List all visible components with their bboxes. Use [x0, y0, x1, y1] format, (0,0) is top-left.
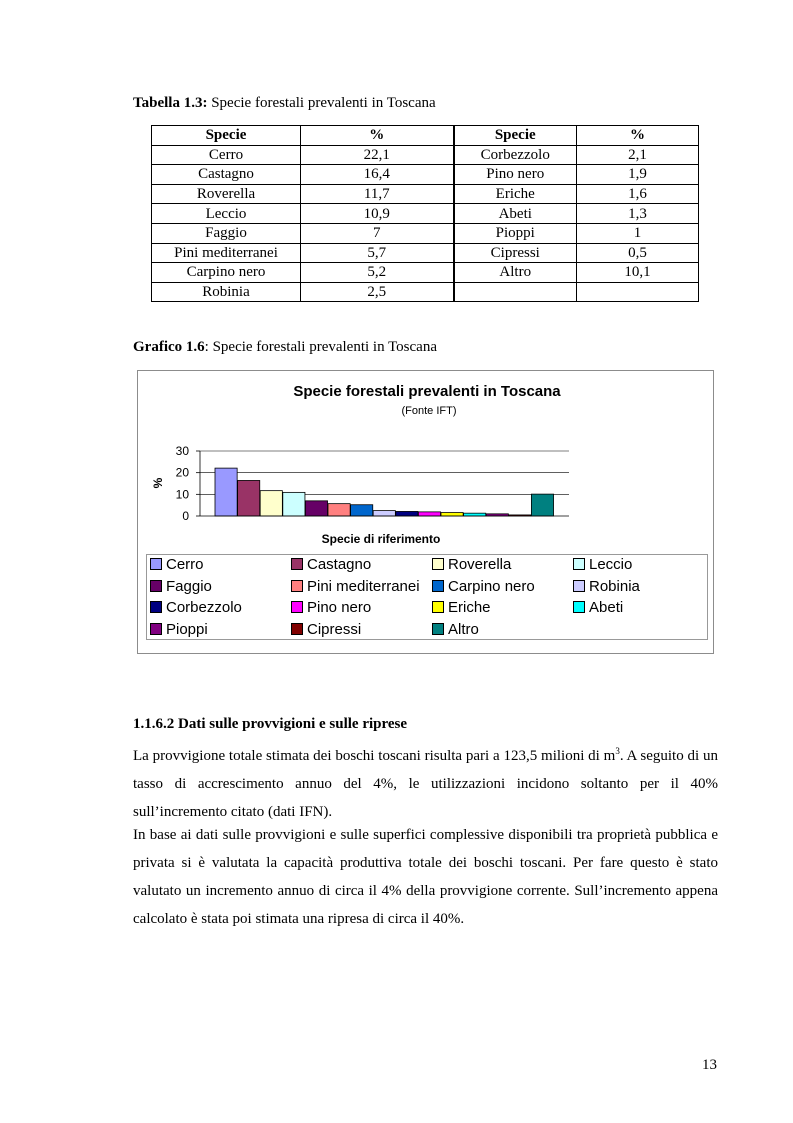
percent-cell: 10,9 [301, 204, 454, 224]
chart-subtitle: (Fonte IFT) [401, 405, 457, 417]
legend-item [150, 598, 242, 618]
percent-cell: 5,7 [301, 243, 454, 263]
percent-cell: 16,4 [301, 165, 454, 185]
chart-frame [137, 370, 714, 654]
legend-item [573, 577, 640, 597]
species-name-cell: Altro [454, 263, 577, 283]
percent-cell: 7 [301, 223, 454, 243]
paragraph-2: In base ai dati sulle provvigioni e sulle superfici complessive disponibili tra proprietà pubblica e privata si è valutata la capacità produttiva totale dei boschi toscani. Per fare questo è stato valutato un incremento annuo di circa il 4% della provvigione corrente. Sull’incremento appena calcolato è stata poi stimata una ripresa di circa il 40%. [133, 827, 718, 927]
species-name-cell: Cerro [152, 145, 301, 165]
legend-swatch [432, 601, 444, 613]
legend-label: Leccio [589, 556, 633, 573]
table-row [152, 282, 699, 302]
table-caption-label: Tabella 1.3: [133, 95, 208, 111]
legend-label: Corbezzolo [166, 599, 242, 616]
legend-swatch [573, 601, 585, 613]
superscript-3: 3 [615, 746, 620, 756]
bar-abeti [464, 513, 486, 516]
legend-swatch [291, 623, 303, 635]
bar-faggio [305, 501, 327, 516]
legend-swatch [291, 601, 303, 613]
percent-cell: 1,3 [577, 204, 699, 224]
species-name-cell: Cipressi [454, 243, 577, 263]
species-table [151, 125, 699, 302]
legend-item [150, 620, 208, 640]
legend-swatch [432, 558, 444, 570]
legend-item [291, 598, 371, 618]
percent-cell: 2,1 [577, 145, 699, 165]
bar-pino-nero [418, 512, 440, 516]
bar-altro [531, 494, 553, 516]
y-tick-label: 10 [175, 487, 189, 502]
table-row [152, 263, 699, 283]
table-row [152, 243, 699, 263]
legend-swatch [291, 580, 303, 592]
species-name-cell: Castagno [152, 165, 301, 185]
legend-swatch [150, 580, 162, 592]
legend-item [150, 577, 212, 597]
paragraph-1 [133, 737, 718, 826]
percent-cell: 1,9 [577, 165, 699, 185]
legend-label: Faggio [166, 577, 212, 595]
y-tick-label: 0 [182, 509, 189, 523]
legend-swatch [432, 623, 444, 635]
legend-swatch [150, 623, 162, 635]
species-name-cell: Corbezzolo [454, 145, 577, 165]
legend-item [291, 555, 371, 575]
species-name-cell: Robinia [152, 282, 301, 302]
bar-pini-mediterranei [328, 504, 350, 516]
legend-item [432, 577, 535, 597]
legend-item [573, 598, 623, 618]
legend-swatch [432, 580, 444, 592]
species-name-cell: Pini mediterranei [152, 243, 301, 263]
species-name-cell: Leccio [152, 204, 301, 224]
legend-swatch [150, 558, 162, 570]
table-row [152, 165, 699, 185]
legend-item [432, 620, 479, 640]
bar-robinia [373, 511, 395, 516]
legend-label: Roverella [448, 556, 512, 573]
table-header-cell: % [577, 126, 699, 146]
bar-corbezzolo [396, 511, 418, 516]
species-name-cell: Roverella [152, 184, 301, 204]
legend-swatch [573, 580, 585, 592]
y-tick-label: 20 [175, 465, 189, 480]
bar-castagno [238, 480, 260, 516]
legend-item [432, 598, 491, 618]
table-header-cell: Specie [152, 126, 301, 146]
legend-label: Robinia [589, 577, 640, 595]
legend-label: Pioppi [166, 620, 208, 638]
table-header-cell: % [301, 126, 454, 146]
legend-label: Pino nero [307, 599, 372, 616]
legend-item [291, 620, 361, 640]
paragraph-1-text-end: . A seguito di un tasso di accrescimento annuo del 4%, le utilizzazioni incidono soltanto per il 40% sull’incremento citato (dati IFN). [133, 748, 718, 820]
table-row [152, 184, 699, 204]
legend-item [573, 555, 632, 575]
percent-cell: 5,2 [301, 263, 454, 283]
legend-label: Castagno [307, 556, 372, 573]
species-name-cell: Pioppi [454, 223, 577, 243]
y-tick-label: 30 [175, 444, 189, 458]
chart-title: Specie forestali prevalenti in Toscana [293, 383, 561, 400]
legend-label: Carpino nero [448, 577, 535, 595]
legend-swatch [150, 601, 162, 613]
table-header-cell: Specie [454, 126, 577, 146]
section-heading: 1.1.6.2 Dati sulle provvigioni e sulle riprese [133, 716, 408, 732]
species-name-cell: Carpino nero [152, 263, 301, 283]
species-name-cell [454, 282, 577, 302]
chart-legend [146, 554, 708, 640]
table-row [152, 145, 699, 165]
bar-roverella [260, 491, 282, 516]
legend-item [150, 555, 204, 575]
paragraph-1-text-start: La provvigione totale stimata dei boschi toscani risulta pari a 123,5 milioni di m [133, 748, 616, 764]
legend-swatch [291, 558, 303, 570]
species-name-cell: Abeti [454, 204, 577, 224]
bar-eriche [441, 513, 463, 516]
percent-cell: 10,1 [577, 263, 699, 283]
chart-caption-label: Grafico 1.6 [133, 339, 205, 355]
table-body [152, 145, 699, 302]
legend-label: Altro [448, 620, 479, 638]
species-name-cell: Pino nero [454, 165, 577, 185]
legend-label: Abeti [589, 599, 624, 616]
percent-cell: 0,5 [577, 243, 699, 263]
legend-item [291, 577, 420, 597]
table-caption [133, 95, 436, 112]
legend-swatch [573, 558, 585, 570]
y-axis-label: % [151, 477, 165, 489]
chart-caption [133, 339, 437, 356]
species-name-cell: Eriche [454, 184, 577, 204]
bar-carpino-nero [351, 505, 373, 516]
legend-item [432, 555, 511, 575]
legend-label: Cerro [166, 556, 204, 573]
percent-cell [577, 282, 699, 302]
table-row [152, 204, 699, 224]
table-caption-text: Specie forestali prevalenti in Toscana [207, 95, 436, 111]
page-number: 13 [702, 1057, 717, 1073]
percent-cell: 22,1 [301, 145, 454, 165]
chart-caption-text: : Specie forestali prevalenti in Toscana [204, 339, 437, 355]
legend-label: Eriche [448, 599, 491, 616]
percent-cell: 1,6 [577, 184, 699, 204]
bar-leccio [283, 492, 305, 516]
x-axis-label: Specie di riferimento [321, 532, 441, 546]
species-name-cell: Faggio [152, 223, 301, 243]
bar-cerro [215, 468, 237, 516]
legend-label: Pini mediterranei [307, 577, 420, 595]
table-header-row [152, 126, 699, 146]
table-row [152, 223, 699, 243]
percent-cell: 1 [577, 223, 699, 243]
percent-cell: 2,5 [301, 282, 454, 302]
bars [215, 468, 554, 516]
legend-label: Cipressi [307, 620, 362, 638]
percent-cell: 11,7 [301, 184, 454, 204]
